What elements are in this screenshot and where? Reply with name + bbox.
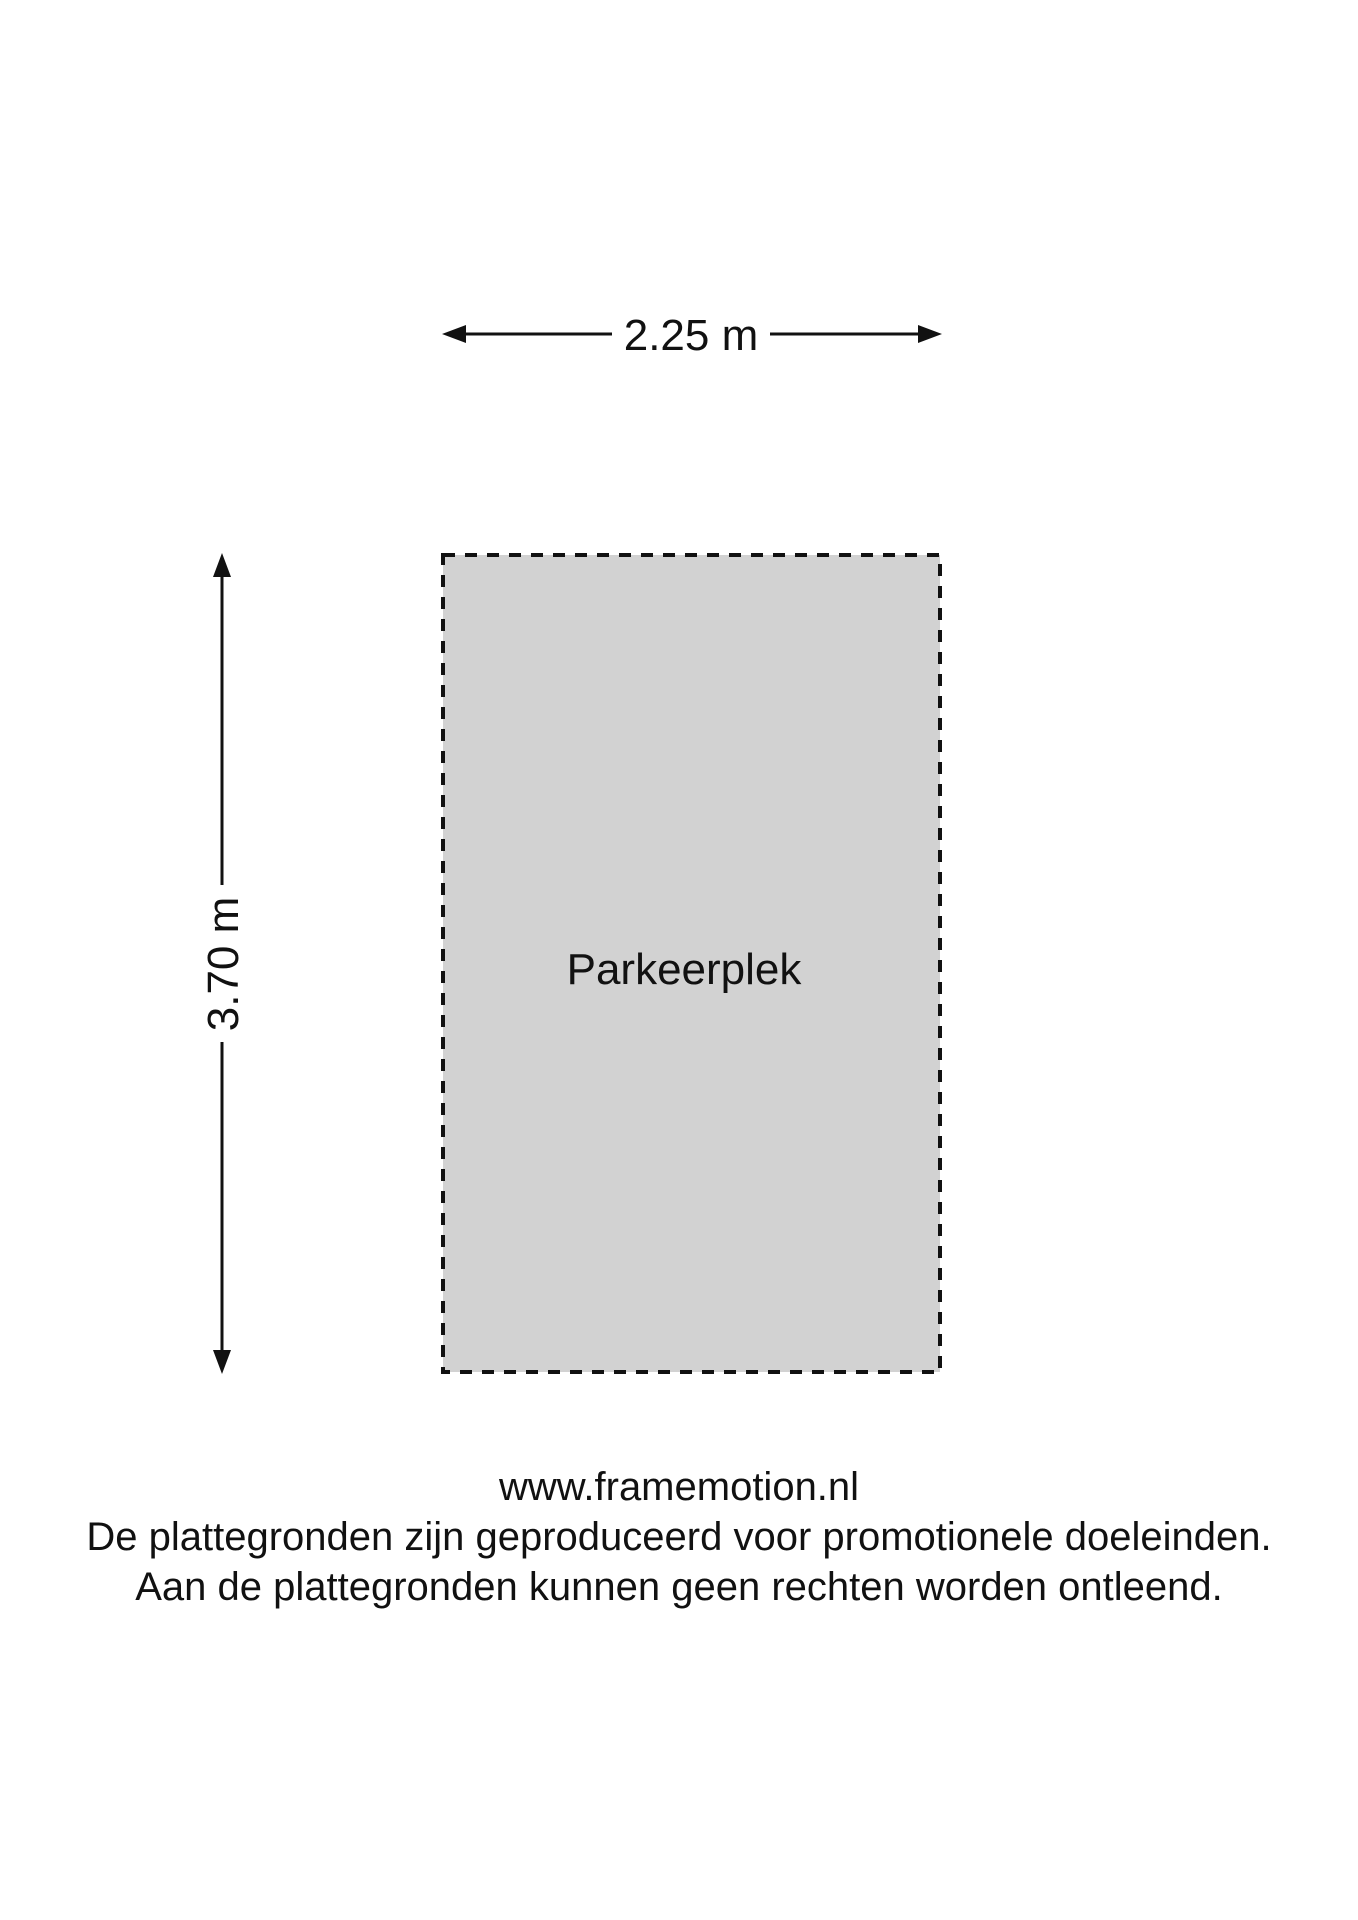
arrow-up-icon	[213, 553, 231, 577]
disclaimer-line-2: Aan de plattegronden kunnen geen rechten worden ontleend.	[135, 1565, 1223, 1609]
disclaimer-line-1: De plattegronden zijn geproduceerd voor promotionele doeleinden.	[86, 1515, 1272, 1559]
height-dimension	[199, 553, 248, 1374]
arrow-left-icon	[442, 325, 466, 343]
arrow-right-icon	[918, 325, 942, 343]
width-dimension-label: 2.25 m	[623, 311, 759, 360]
room-label: Parkeerplek	[566, 945, 802, 994]
height-dimension-label: 3.70 m	[199, 896, 248, 1032]
website-url: www.framemotion.nl	[498, 1465, 860, 1509]
arrow-down-icon	[213, 1350, 231, 1374]
width-dimension	[442, 311, 942, 360]
